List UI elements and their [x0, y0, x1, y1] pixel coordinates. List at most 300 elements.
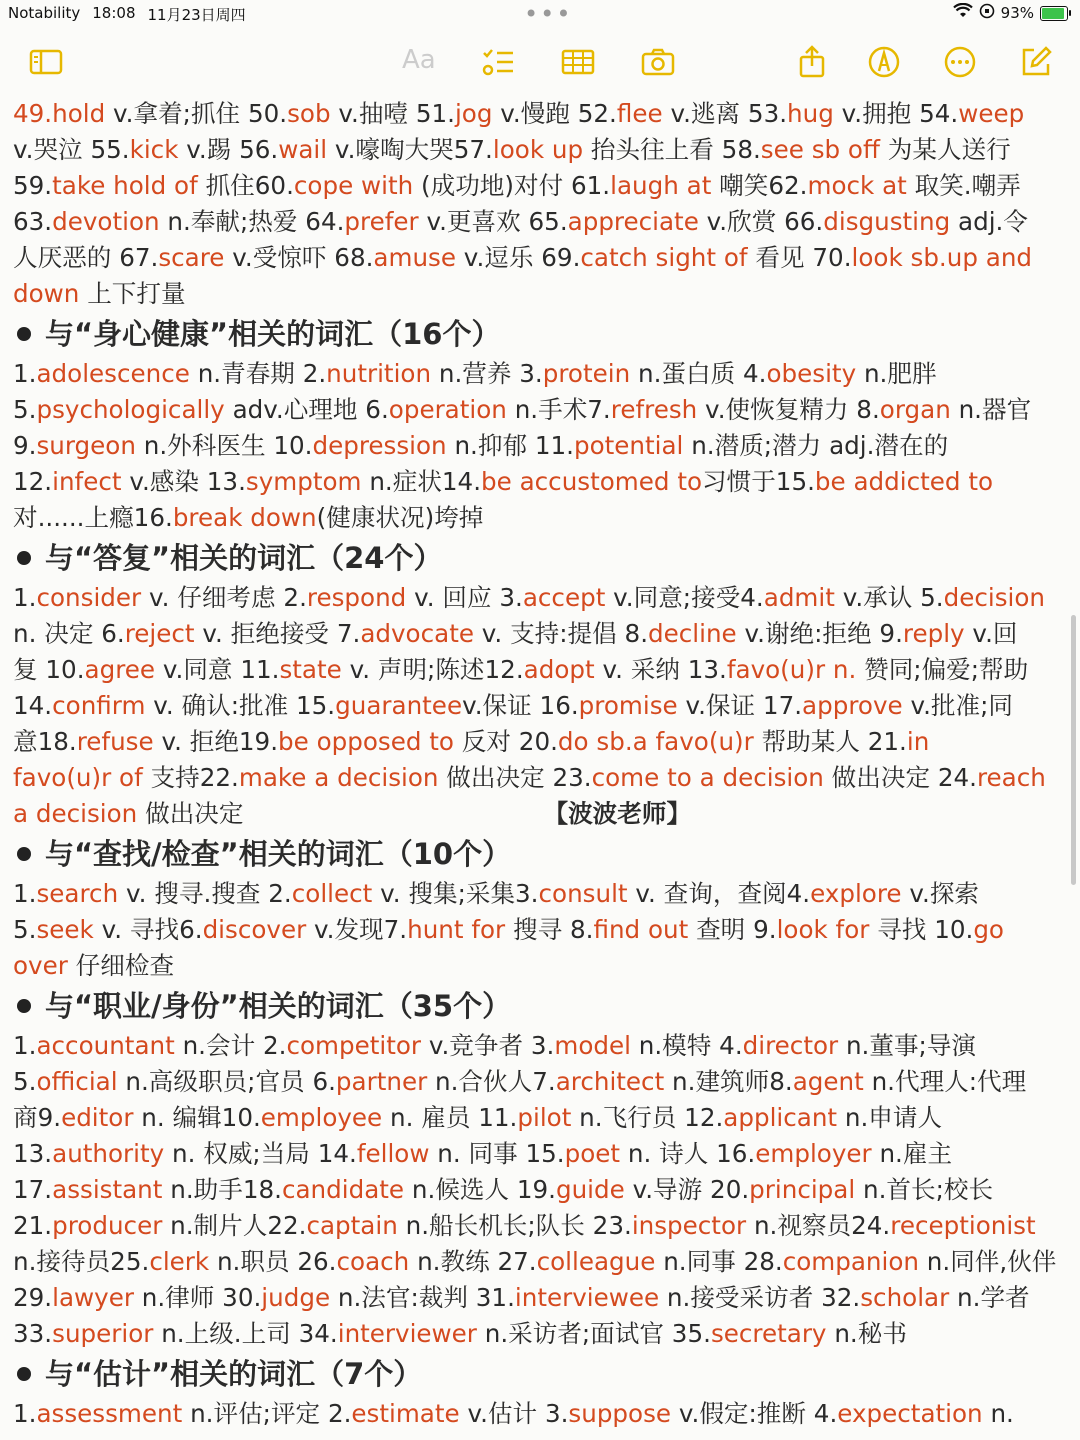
vocab-gloss: v. 搜集;采集3. [372, 879, 539, 908]
vocab-gloss: n.青春期 2. [189, 359, 327, 388]
bullet-icon [17, 327, 31, 341]
vocab-word: authority [52, 1139, 165, 1168]
vocab-gloss: n.上级.上司 34. [153, 1319, 338, 1348]
vocab-gloss: v.哭泣 55. [13, 135, 130, 164]
vocab-gloss: n.抑郁 11. [446, 431, 574, 460]
vocab-word: applicant [723, 1103, 838, 1132]
vocab-gloss: n.秘书 [826, 1319, 907, 1348]
battery-percent: 93% [1000, 4, 1034, 22]
vocab-gloss: v. 确认:批准 15. [145, 691, 336, 720]
vocab-word: hunt for [407, 915, 506, 944]
battery-icon [1040, 6, 1068, 21]
vocab-word: laugh at [610, 171, 712, 200]
vocab-word: favo(u)r of [13, 763, 143, 792]
vocab-word: devotion [52, 207, 160, 236]
vocab-gloss: v.抽噎 51. [330, 99, 455, 128]
vocab-line [13, 1136, 1067, 1172]
vocab-word: refresh [610, 395, 698, 424]
vocab-word: receptionist [890, 1211, 1036, 1240]
vocab-word: search [36, 879, 119, 908]
vocab-word: go [973, 915, 1004, 944]
vocab-gloss: n. 诗人 16. [620, 1139, 756, 1168]
pen-icon[interactable] [866, 44, 902, 80]
vocab-gloss: 1. [13, 879, 37, 908]
vocab-gloss: n.雇主 [871, 1139, 953, 1168]
vocab-gloss: n.接待员25. [13, 1247, 150, 1276]
vocab-gloss: v.谢绝:拒绝 9. [736, 619, 903, 648]
vocab-word: collect [291, 879, 373, 908]
vocab-word: flee [616, 99, 663, 128]
vocab-gloss: n.建筑师8. [664, 1067, 793, 1096]
vocab-gloss: n.职员 26. [209, 1247, 337, 1276]
vocab-line [13, 1244, 1067, 1280]
vocab-gloss: v.导游 20. [624, 1175, 750, 1204]
vocab-word: potential [573, 431, 684, 460]
vocab-gloss: 搜寻 8. [505, 915, 594, 944]
vocab-word: protein [542, 359, 631, 388]
vocab-gloss: n.肥胖 [856, 359, 937, 388]
vocab-gloss: 上下打量 [79, 279, 186, 308]
wifi-icon [953, 3, 973, 23]
vocab-word: employer [755, 1139, 872, 1168]
section-title: 与“身心健康”相关的词汇（16个） [45, 317, 501, 351]
vocab-word: depression [312, 431, 447, 460]
vocab-gloss: v.同意 11. [155, 655, 280, 684]
vocab-gloss: v.受惊吓 68. [224, 243, 374, 272]
vocab-line [13, 912, 1067, 948]
vocab-gloss: v.使恢复精力 8. [697, 395, 880, 424]
vocab-gloss: v.假定:推断 4. [671, 1399, 838, 1428]
vocab-gloss: 29. [13, 1283, 53, 1312]
vocab-word: look up [492, 135, 584, 164]
vocab-gloss: v.拥抱 54. [833, 99, 959, 128]
vocab-gloss: 习惯于15. [702, 467, 815, 496]
vocab-word: decline [648, 619, 737, 648]
vocab-gloss: 商9. [13, 1103, 62, 1132]
vocab-word: nutrition [326, 359, 432, 388]
note-content[interactable] [13, 96, 1067, 1432]
vocab-gloss: n.制片人22. [162, 1211, 307, 1240]
vocab-gloss: v. 声明;陈述12. [341, 655, 524, 684]
vocab-line [13, 1396, 1067, 1432]
vocab-word: symptom [245, 467, 362, 496]
author-tag: 【波波老师】 [543, 799, 692, 828]
vocab-gloss: v.同意;接受4. [605, 583, 764, 612]
vocab-word: poet [564, 1139, 621, 1168]
vocab-word: see sb off [760, 135, 880, 164]
vocab-gloss: v. 拒绝19. [153, 727, 279, 756]
vocab-gloss: 做出决定 24. [823, 763, 977, 792]
vocab-gloss: 看见 70. [747, 243, 852, 272]
vocab-word: look for [776, 915, 870, 944]
vocab-word: assistant [52, 1175, 163, 1204]
toolbar [0, 36, 1080, 88]
vocab-line [13, 428, 1067, 464]
camera-icon[interactable] [640, 44, 676, 80]
vocab-word: reach [976, 763, 1046, 792]
vocab-gloss: 仔细检查 [67, 951, 175, 980]
section-heading [13, 1352, 1067, 1396]
vocab-word: pilot [517, 1103, 572, 1132]
vocab-word: architect [555, 1067, 665, 1096]
vocab-gloss: n.症状14. [361, 467, 482, 496]
vocab-line [13, 688, 1067, 724]
vocab-gloss: v.感染 13. [121, 467, 246, 496]
vocab-line [13, 392, 1067, 428]
vocab-word: infect [52, 467, 122, 496]
section-title: 与“估计”相关的词汇（7个） [45, 1357, 423, 1391]
vocab-word: consider [36, 583, 142, 612]
vocab-gloss: v.逗乐 69. [455, 243, 581, 272]
vocab-gloss: v. 搜寻.搜查 2. [118, 879, 292, 908]
vocab-line [13, 1064, 1067, 1100]
vocab-word: scare [158, 243, 225, 272]
vocab-gloss: v.估计 3. [459, 1399, 569, 1428]
vocab-gloss: n.采访者;面试官 35. [476, 1319, 711, 1348]
vocab-word: sob [287, 99, 331, 128]
vocab-line [13, 240, 1067, 276]
vocab-gloss: n.营养 3. [431, 359, 543, 388]
vocab-gloss: n. [982, 1399, 1014, 1428]
vocab-gloss: n.会计 2. [174, 1031, 287, 1060]
vocab-word: obesity [766, 359, 857, 388]
vocab-line [13, 168, 1067, 204]
vocab-gloss: 做出决定 [137, 799, 244, 828]
vocab-gloss: 人厌恶的 67. [13, 243, 159, 272]
vocab-line [13, 132, 1067, 168]
section-heading [13, 536, 1067, 580]
vocab-gloss: n.候选人 19. [404, 1175, 556, 1204]
vocab-line [13, 1028, 1067, 1064]
vocab-line [13, 948, 1067, 984]
bullet-icon [17, 847, 31, 861]
vocab-gloss: 支持22. [142, 763, 239, 792]
text-tool-button[interactable]: Aa [402, 45, 436, 75]
vocab-word: competitor [286, 1031, 421, 1060]
status-app[interactable]: Notability [8, 4, 81, 22]
vocab-gloss: 复 10. [13, 655, 85, 684]
vocab-word: guarantee [335, 691, 463, 720]
vocab-gloss: v.逃离 53. [662, 99, 788, 128]
vocab-word: organ [879, 395, 951, 424]
vocab-word: in [906, 727, 930, 756]
vocab-line [13, 1208, 1067, 1244]
vocab-gloss: n.接受采访者 32. [659, 1283, 861, 1312]
vocab-gloss: n.教练 27. [409, 1247, 537, 1276]
scrollbar[interactable] [1071, 615, 1076, 885]
vocab-gloss: 抬头往上看 58. [583, 135, 761, 164]
vocab-gloss: v.探索 [901, 879, 980, 908]
vocab-gloss: 1. [13, 1399, 37, 1428]
vocab-gloss: n.董事;导演 [838, 1031, 977, 1060]
vocab-word: lawyer [52, 1283, 134, 1312]
vocab-word: expectation [837, 1399, 983, 1428]
vocab-gloss: n.学者 [949, 1283, 1030, 1312]
vocab-line [13, 1280, 1067, 1316]
vocab-line [13, 1172, 1067, 1208]
section-heading [13, 832, 1067, 876]
vocab-word: find out [593, 915, 689, 944]
vocab-gloss: 13. [13, 1139, 53, 1168]
vocab-gloss: 5. [13, 1067, 37, 1096]
vocab-word: consult [538, 879, 628, 908]
vocab-gloss: v. 支持:提倡 8. [473, 619, 649, 648]
new-note-icon[interactable] [1018, 44, 1054, 80]
vocab-gloss: v.更喜欢 65. [418, 207, 568, 236]
vocab-line [13, 580, 1067, 616]
vocab-word: scholar [860, 1283, 950, 1312]
table-icon[interactable] [560, 44, 596, 80]
vocab-word: take hold of [52, 171, 198, 200]
vocab-word: fellow [356, 1139, 430, 1168]
vocab-word: refuse [76, 727, 154, 756]
vocab-gloss: 反对 20. [453, 727, 558, 756]
vocab-line [13, 356, 1067, 392]
vocab-word: a decision [13, 799, 138, 828]
vocab-word: model [554, 1031, 631, 1060]
vocab-word: editor [61, 1103, 134, 1132]
vocab-gloss: adj.令 [950, 207, 1028, 236]
more-icon[interactable] [942, 44, 978, 80]
vocab-word: colleague [536, 1247, 656, 1276]
vocab-gloss: n.首长;校长 [855, 1175, 994, 1204]
vocab-word: clerk [149, 1247, 210, 1276]
vocab-word: assessment [36, 1399, 183, 1428]
vocab-line [13, 96, 1067, 132]
vocab-word: confirm [52, 691, 146, 720]
vocab-gloss: 12. [13, 467, 53, 496]
vocab-word: principal [749, 1175, 856, 1204]
section-title: 与“查找/检查”相关的词汇（10个） [45, 837, 512, 871]
vocab-word: surgeon [36, 431, 136, 460]
vocab-gloss: n.合伙人7. [427, 1067, 556, 1096]
vocab-word: kick [129, 135, 179, 164]
vocab-word: seek [36, 915, 94, 944]
section-heading [13, 312, 1067, 356]
vocab-gloss: (成功地)对付 61. [413, 171, 611, 200]
vocab-word: candidate [281, 1175, 405, 1204]
vocab-word: wail [278, 135, 328, 164]
vocab-word: captain [306, 1211, 398, 1240]
vocab-gloss: 63. [13, 207, 53, 236]
vocab-gloss: n.代理人:代理 [863, 1067, 1027, 1096]
vocab-gloss: n.法官:裁判 31. [330, 1283, 515, 1312]
vocab-line [13, 464, 1067, 500]
vocab-word: discover [202, 915, 307, 944]
vocab-word: do sb.a favo(u)r [557, 727, 754, 756]
status-time: 18:08 [92, 4, 136, 22]
vocab-word: make a decision [238, 763, 439, 792]
vocab-gloss: n. 雇员 11. [382, 1103, 518, 1132]
vocab-word: amuse [373, 243, 456, 272]
vocab-gloss: 9. [13, 431, 37, 460]
vocab-gloss: n.模特 4. [630, 1031, 743, 1060]
share-icon[interactable] [794, 44, 830, 80]
vocab-gloss: v. 仔细考虑 2. [141, 583, 307, 612]
vocab-word: advocate [360, 619, 474, 648]
vocab-word: mock at [807, 171, 907, 200]
vocab-gloss: v.拿着;抓住 50. [105, 99, 288, 128]
vocab-word: cope with [293, 171, 414, 200]
vocab-gloss: n. 决定 6. [13, 619, 125, 648]
vocab-line [13, 760, 1067, 796]
vocab-word: reject [124, 619, 195, 648]
vocab-gloss: n.飞行员 12. [571, 1103, 724, 1132]
vocab-word: agree [84, 655, 156, 684]
vocab-word: over [13, 951, 68, 980]
section-title: 与“职业/身份”相关的词汇（35个） [45, 989, 512, 1023]
bullet-icon [17, 1367, 31, 1381]
vocab-word: approve [802, 691, 903, 720]
vocab-line [13, 724, 1067, 760]
vocab-word: interviewee [514, 1283, 660, 1312]
vocab-gloss: v.保证 16. [462, 691, 579, 720]
checklist-icon[interactable] [480, 44, 516, 80]
vocab-gloss: n.蛋白质 4. [630, 359, 767, 388]
vocab-word: disgusting [823, 207, 951, 236]
vocab-line [13, 1100, 1067, 1136]
vocab-gloss: 赞同;偏爱;帮助 [856, 655, 1029, 684]
vocab-gloss: v.欣赏 66. [698, 207, 824, 236]
vocab-gloss: 寻找 10. [869, 915, 974, 944]
vocab-gloss: 21. [13, 1211, 53, 1240]
vocab-word: decision [943, 583, 1046, 612]
vocab-word: inspector [631, 1211, 747, 1240]
vocab-gloss: v.保证 17. [677, 691, 803, 720]
vocab-gloss: n. 编辑10. [133, 1103, 261, 1132]
vocab-gloss: 帮助某人 21. [753, 727, 907, 756]
vocab-gloss: n.船长机长;队长 23. [397, 1211, 632, 1240]
vocab-gloss: v. 回应 3. [406, 583, 523, 612]
vocab-word: admit [763, 583, 835, 612]
vocab-word: director [742, 1031, 839, 1060]
vocab-word: promise [578, 691, 678, 720]
vocab-gloss: 为某人送行 [879, 135, 1011, 164]
vocab-word: partner [335, 1067, 428, 1096]
vocab-line [13, 204, 1067, 240]
vocab-gloss: v.踢 56. [178, 135, 279, 164]
vocab-line [13, 500, 1067, 536]
vocab-word: employee [260, 1103, 383, 1132]
vocab-gloss: n.同伴,伙伴 [918, 1247, 1057, 1276]
vocab-gloss: v. 寻找6. [93, 915, 203, 944]
vocab-word: be opposed to [278, 727, 454, 756]
vocab-gloss: v.承认 5. [834, 583, 944, 612]
vocab-gloss: 1. [13, 359, 37, 388]
vocab-word: accept [522, 583, 606, 612]
vocab-word: adopt [523, 655, 595, 684]
vocab-word: be addicted to [814, 467, 994, 496]
vocab-gloss: 1. [13, 1031, 37, 1060]
vocab-word: accountant [36, 1031, 175, 1060]
vocab-word: coach [336, 1247, 410, 1276]
status-bar [0, 0, 1080, 28]
vocab-word: jog [454, 99, 493, 128]
sidebar-toggle-icon[interactable] [28, 44, 64, 80]
vocab-gloss: n. 同事 15. [429, 1139, 565, 1168]
vocab-gloss: 抓住60. [197, 171, 294, 200]
vocab-word: down [13, 279, 80, 308]
section-title: 与“答复”相关的词汇（24个） [45, 541, 443, 575]
bullet-icon [17, 551, 31, 565]
vocab-word: estimate [351, 1399, 460, 1428]
vocab-gloss: n.手术7. [506, 395, 611, 424]
vocab-gloss: 嘲笑62. [711, 171, 808, 200]
vocab-gloss: n.外科医生 10. [135, 431, 313, 460]
rotation-lock-icon [979, 3, 995, 23]
vocab-gloss: 5. [13, 915, 37, 944]
vocab-gloss: 查明 9. [688, 915, 777, 944]
vocab-word: 49.hold [13, 99, 106, 128]
vocab-gloss: n.助手18. [162, 1175, 282, 1204]
vocab-word: secretary [710, 1319, 827, 1348]
vocab-gloss: n.同事 28. [655, 1247, 783, 1276]
vocab-gloss: n.视察员24. [746, 1211, 891, 1240]
vocab-gloss: v.嚎啕大哭57. [327, 135, 493, 164]
vocab-word: official [36, 1067, 118, 1096]
vocab-word: weep [958, 99, 1025, 128]
vocab-gloss: v.慢跑 52. [492, 99, 617, 128]
vocab-gloss: n.器官 [950, 395, 1032, 424]
vocab-gloss: 59. [13, 171, 53, 200]
vocab-word: prefer [344, 207, 419, 236]
vocab-gloss: v.批准;同 [902, 691, 1014, 720]
vocab-line [13, 276, 1067, 312]
vocab-gloss: n.评估;评定 2. [182, 1399, 352, 1428]
vocab-gloss: 意18. [13, 727, 77, 756]
vocab-word: operation [388, 395, 507, 424]
vocab-word: judge [261, 1283, 331, 1312]
vocab-gloss: adv.心理地 6. [224, 395, 389, 424]
vocab-gloss: v. 拒绝接受 7. [194, 619, 361, 648]
vocab-line [13, 616, 1067, 652]
vocab-word: agent [792, 1067, 864, 1096]
vocab-word: producer [52, 1211, 163, 1240]
vocab-word: companion [782, 1247, 919, 1276]
vocab-gloss: 取笑.嘲弄 [906, 171, 1021, 200]
vocab-gloss: v.竞争者 3. [421, 1031, 555, 1060]
vocab-word: favo(u)r n. [726, 655, 857, 684]
vocab-gloss: 14. [13, 691, 53, 720]
vocab-word: catch sight of [580, 243, 748, 272]
vocab-gloss: 33. [13, 1319, 53, 1348]
vocab-word: come to a decision [591, 763, 824, 792]
vocab-gloss: n.奉献;热爱 64. [159, 207, 345, 236]
vocab-word: appreciate [567, 207, 699, 236]
vocab-gloss: 5. [13, 395, 37, 424]
vocab-word: psychologically [36, 395, 225, 424]
vocab-word: be accustomed to [481, 467, 703, 496]
vocab-gloss: n.潜质;潜力 adj.潜在的 [683, 431, 949, 460]
vocab-gloss: 17. [13, 1175, 53, 1204]
vocab-word: hug [787, 99, 834, 128]
vocab-word: superior [52, 1319, 154, 1348]
vocab-gloss: n. 权威;当局 14. [164, 1139, 357, 1168]
section-heading [13, 984, 1067, 1028]
vocab-word: reply [902, 619, 965, 648]
vocab-gloss: (健康状况)垮掉 [316, 503, 484, 532]
vocab-line [13, 652, 1067, 688]
vocab-word: guide [555, 1175, 625, 1204]
vocab-word: break down [172, 503, 317, 532]
vocab-gloss: n.申请人 [837, 1103, 943, 1132]
vocab-gloss: 对......上瘾16. [13, 503, 173, 532]
vocab-gloss: n.律师 30. [133, 1283, 262, 1312]
vocab-gloss: 1. [13, 583, 37, 612]
vocab-word: explore [810, 879, 902, 908]
vocab-line [13, 876, 1067, 912]
multitask-dots-icon[interactable]: ••• [524, 0, 573, 28]
